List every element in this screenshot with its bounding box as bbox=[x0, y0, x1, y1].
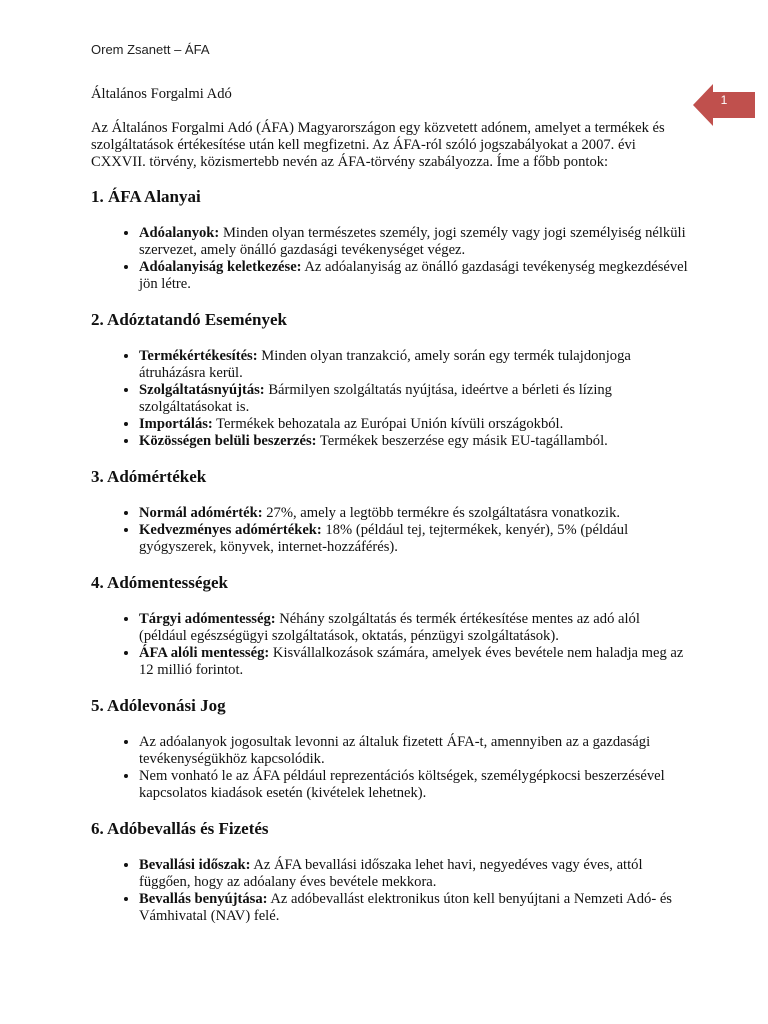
list-item-term: Közösségen belüli beszerzés: bbox=[139, 433, 317, 449]
list-item-text: Az adóalanyiság az önálló gazdasági tevékenység megkezdésével jön létre. bbox=[139, 259, 688, 292]
list-item-text: Néhány szolgáltatás és termék értékesítése mentes az adó alól (például egészségügyi szolgáltatások, oktatás, pénzügyi szolgáltatások). bbox=[139, 611, 640, 644]
list-item-text: Termékek beszerzése egy másik EU-tagállamból. bbox=[316, 433, 608, 449]
list-item bbox=[139, 857, 691, 891]
bullet-list bbox=[91, 348, 691, 450]
document-title: Általános Forgalmi Adó bbox=[91, 86, 232, 102]
list-item bbox=[139, 433, 691, 450]
list-item-term: Szolgáltatásnyújtás: bbox=[139, 382, 265, 398]
list-item bbox=[139, 505, 691, 522]
document-body bbox=[91, 86, 691, 942]
section-heading: 5. Adólevonási Jog bbox=[91, 696, 226, 715]
bullet-list bbox=[91, 505, 691, 556]
bullet-list bbox=[91, 611, 691, 679]
list-item-term: Adóalanyok: bbox=[139, 225, 220, 241]
list-item bbox=[139, 225, 691, 259]
list-item-text: Termékek behozatala az Európai Unión kívüli országokból. bbox=[212, 416, 564, 432]
list-item-text: 27%, amely a legtöbb termékre és szolgáltatásra vonatkozik. bbox=[262, 505, 621, 521]
list-item-term: Adóalanyiság keletkezése: bbox=[139, 259, 302, 275]
list-item-text: Kisvállalkozások számára, amelyek éves bevétele nem haladja meg az 12 millió forintot. bbox=[139, 645, 684, 678]
list-item-term: ÁFA alóli mentesség: bbox=[139, 645, 270, 661]
list-item-text: Nem vonható le az ÁFA például reprezentációs költségek, személygépkocsi beszerzésével kapcsolatos kiadások esetén (kivételek lehetnek). bbox=[139, 768, 665, 801]
page-header: Orem Zsanett – ÁFA bbox=[91, 42, 210, 57]
bullet-list bbox=[91, 225, 691, 293]
list-item bbox=[139, 768, 691, 802]
page-number-badge bbox=[693, 84, 755, 126]
list-item-term: Kedvezményes adómértékek: bbox=[139, 522, 322, 538]
list-item bbox=[139, 734, 691, 768]
list-item-term: Bevallási időszak: bbox=[139, 857, 251, 873]
list-item-term: Termékértékesítés: bbox=[139, 348, 258, 364]
list-item-term: Normál adómérték: bbox=[139, 505, 263, 521]
list-item-text: Bármilyen szolgáltatás nyújtása, ideértve a bérleti és lízing szolgáltatásokat is. bbox=[139, 382, 612, 415]
intro-paragraph: Az Általános Forgalmi Adó (ÁFA) Magyarországon egy közvetett adónem, amelyet a termékek és szolgáltatások értékesítése után kell megfizetni. Az ÁFA-ról szóló jogszabályokat a 2007. évi CXXVII. törvény, közismertebb nevén az ÁFA-törvény szabályozza. Íme a főbb pontok: bbox=[91, 120, 665, 170]
list-item-text: Minden olyan tranzakció, amely során egy termék tulajdonjoga átruházásra kerül. bbox=[139, 348, 631, 381]
list-item bbox=[139, 348, 691, 382]
list-item bbox=[139, 891, 691, 925]
sections-container bbox=[91, 187, 691, 925]
list-item-text: Az ÁFA bevallási időszaka lehet havi, negyedéves vagy éves, attól függően, hogy az adóalany éves bevétele mekkora. bbox=[139, 857, 643, 890]
list-item bbox=[139, 382, 691, 416]
list-item-term: Bevallás benyújtása: bbox=[139, 891, 268, 907]
list-item-text: Minden olyan természetes személy, jogi személy vagy jogi személyiség nélküli szervezet, amely önálló gazdasági tevékenységet végez. bbox=[139, 225, 686, 258]
list-item-term: Tárgyi adómentesség: bbox=[139, 611, 276, 627]
list-item-text: Az adóalanyok jogosultak levonni az általuk fizetett ÁFA-t, amennyiben az a gazdasági tevékenységükhöz kapcsolódik. bbox=[139, 734, 651, 767]
section-heading: 1. ÁFA Alanyai bbox=[91, 187, 201, 206]
bullet-list bbox=[91, 734, 691, 802]
list-item bbox=[139, 522, 691, 556]
list-item bbox=[139, 416, 691, 433]
list-item-text: Az adóbevallást elektronikus úton kell benyújtani a Nemzeti Adó- és Vámhivatal (NAV) felé. bbox=[139, 891, 672, 924]
page-number: 1 bbox=[720, 93, 728, 107]
list-item bbox=[139, 259, 691, 293]
list-item bbox=[139, 645, 691, 679]
section-heading: 2. Adóztatandó Események bbox=[91, 310, 287, 329]
section-heading: 3. Adómértékek bbox=[91, 467, 207, 486]
bullet-list bbox=[91, 857, 691, 925]
section-heading: 6. Adóbevallás és Fizetés bbox=[91, 819, 269, 838]
list-item-term: Importálás: bbox=[139, 416, 213, 432]
list-item bbox=[139, 611, 691, 645]
section-heading: 4. Adómentességek bbox=[91, 573, 228, 592]
list-item-text: 18% (például tej, tejtermékek, kenyér), 5% (például gyógyszerek, könyvek, internet-hozzáférés). bbox=[139, 522, 629, 555]
